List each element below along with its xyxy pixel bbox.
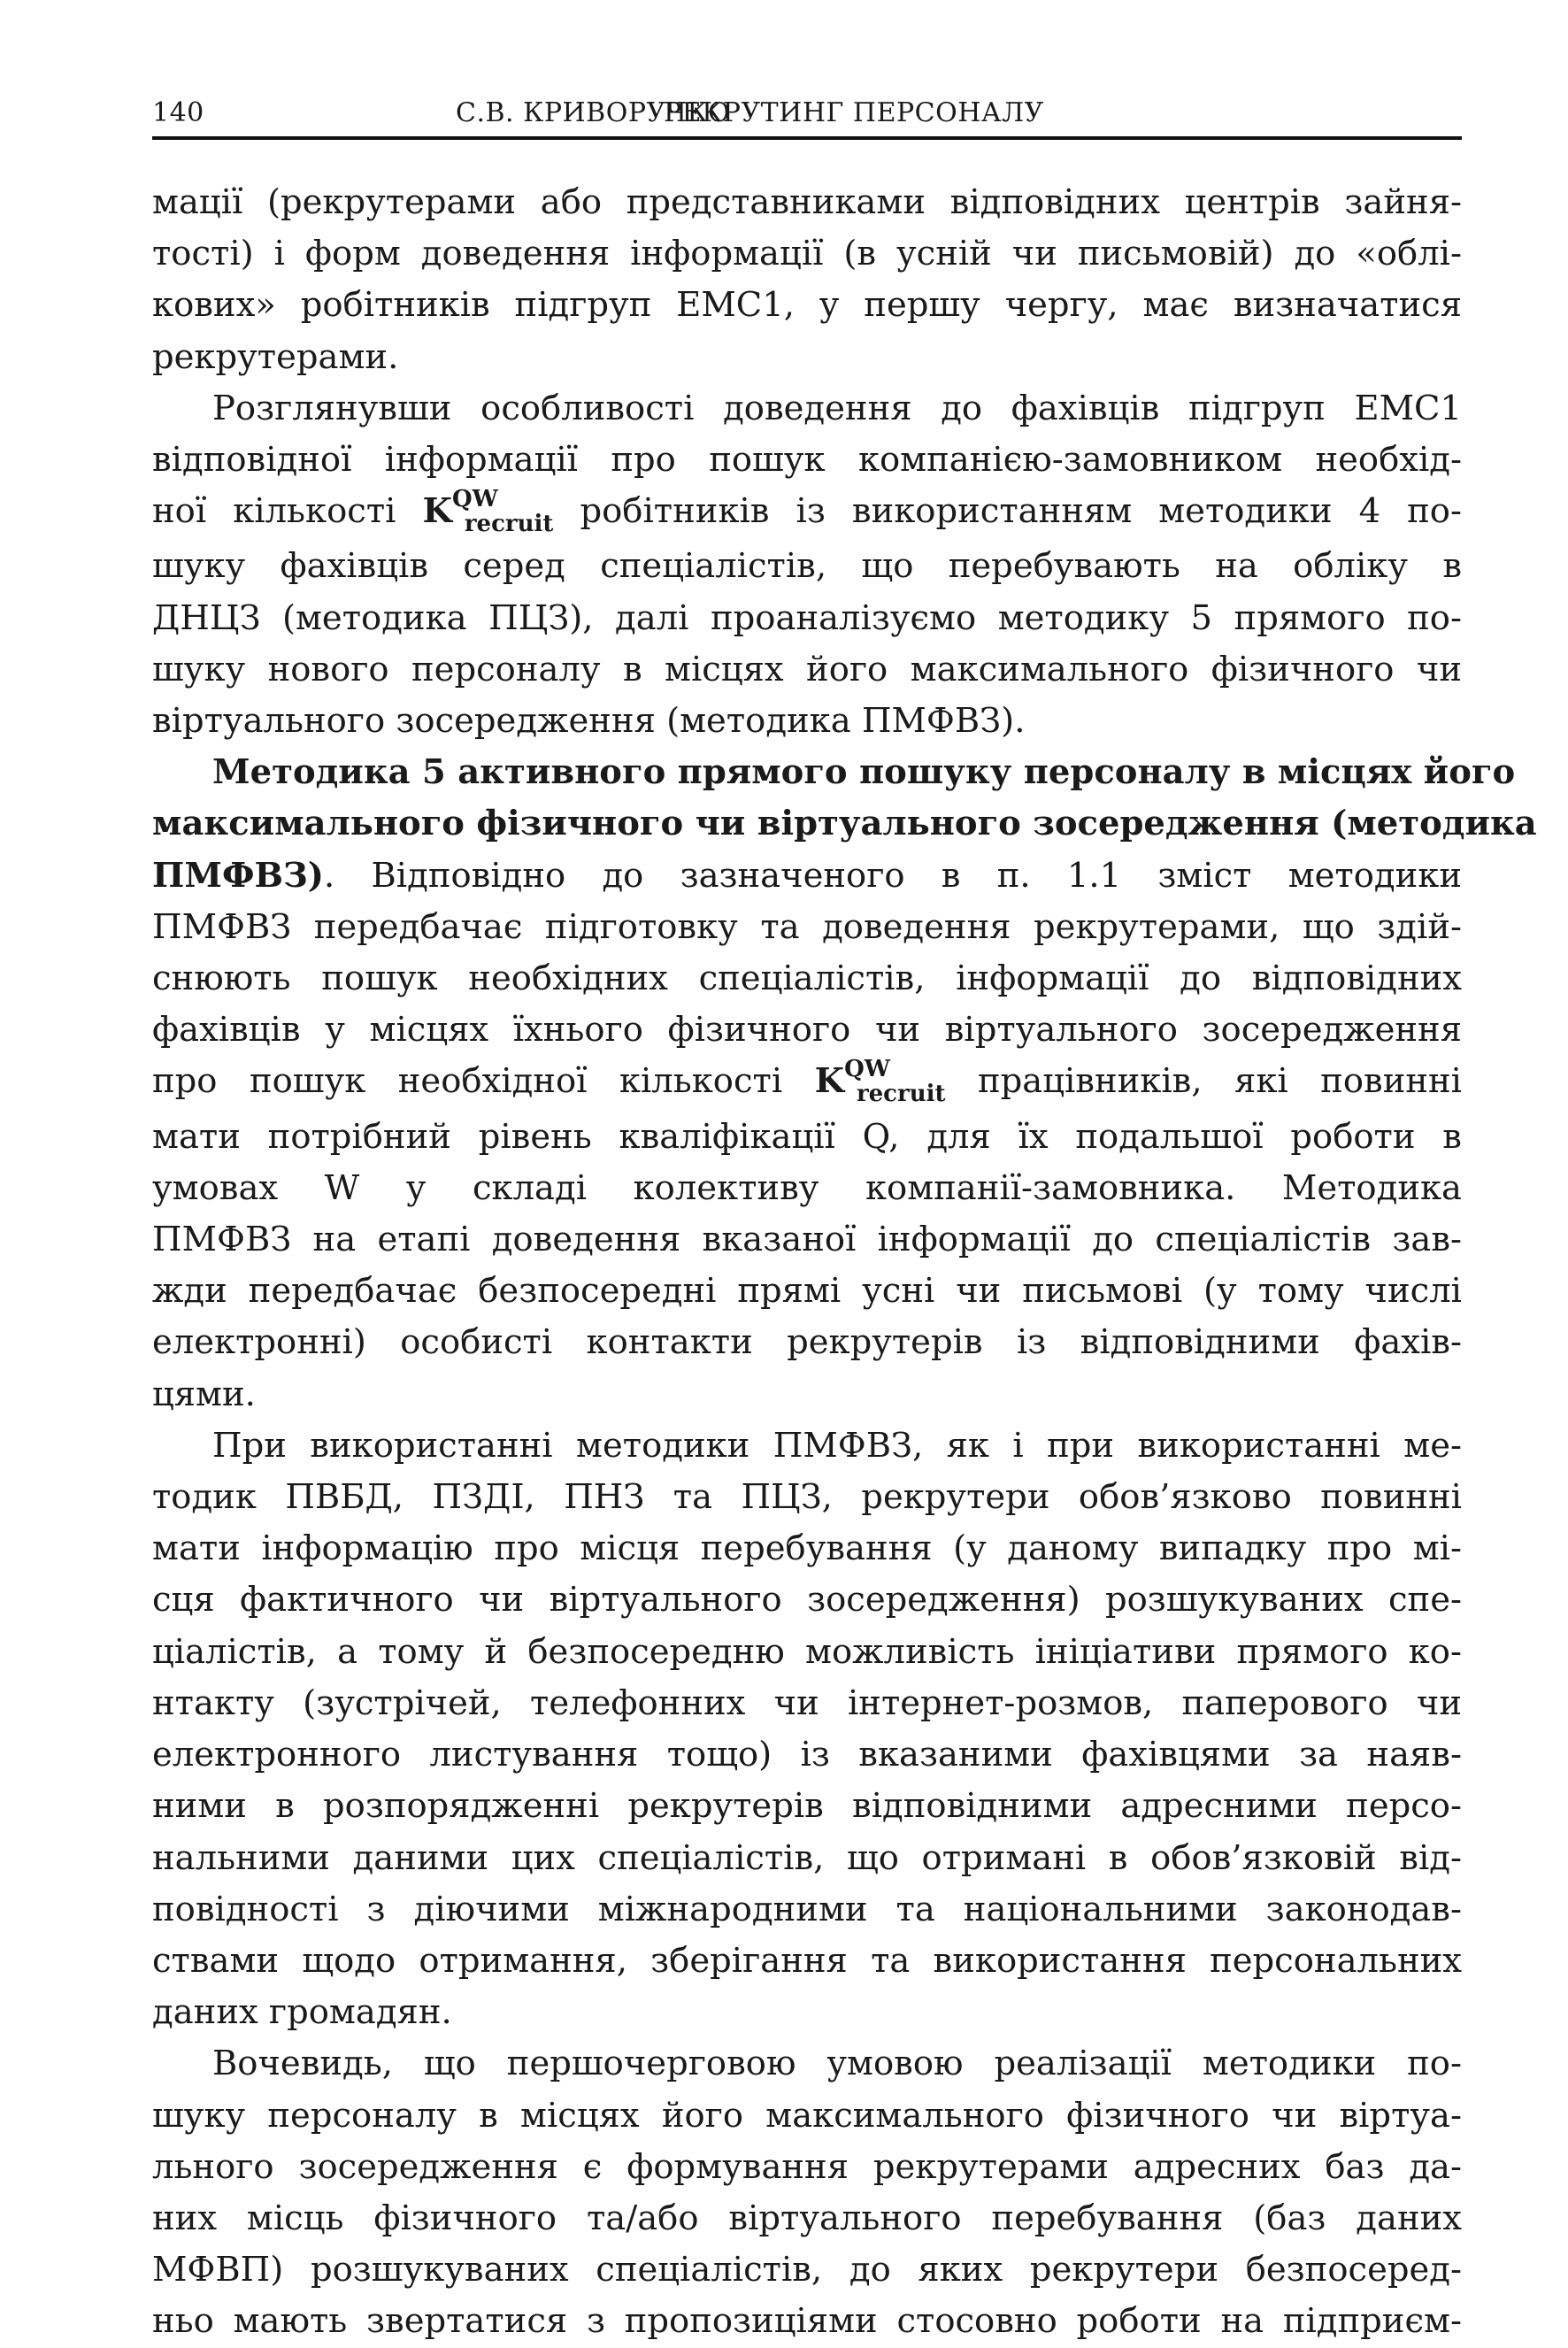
paragraph-3 — [152, 747, 1537, 1420]
text-line: шуку персоналу в місцях його максимального фізичного чи віртуа- — [152, 2095, 1462, 2136]
header-rule — [152, 136, 1462, 140]
text-line: відповідної інформації про пошук компанією-замовником необхід- — [152, 440, 1462, 481]
text-line: ПМФВЗ передбачає підготовку та доведення рекрутерами, що здій- — [152, 906, 1462, 947]
text-line: електронного листування тощо) із вказаними фахівцями за наяв- — [152, 1735, 1462, 1775]
k-recruit-formula — [422, 486, 554, 538]
paragraph-2 — [152, 383, 1462, 747]
text-fragment: ної кількості — [152, 491, 423, 532]
page-number: 140 — [152, 97, 204, 128]
text-line: віртуального зосередження (методика ПМФВЗ). — [152, 701, 1026, 742]
text-line: ними в розпорядженні рекрутерів відповідними адресними персо- — [152, 1786, 1462, 1827]
text-line: мації (рекрутерами або представниками відповідних центрів зайня- — [152, 182, 1462, 222]
formula-subscript: recruit — [464, 511, 554, 538]
running-header — [152, 92, 1462, 131]
text-line: нальними даними цих спеціалістів, що отримані в обов’язковій від- — [152, 1837, 1462, 1878]
text-line: МФВП) розшукуваних спеціалістів, до яких рекрутери безпосеред- — [152, 2250, 1462, 2290]
text-line: тодик ПВБД, ПЗДІ, ПНЗ та ПЦЗ, рекрутери обов’язково повинні — [152, 1477, 1462, 1518]
text-line: цями. — [152, 1374, 256, 1414]
text-line: рекрутерами. — [152, 336, 399, 377]
text-line: При використанні методики ПМФВЗ, як і при використанні ме- — [212, 1425, 1462, 1466]
formula-superscript: QW — [451, 486, 498, 513]
bold-heading-end: ПМФВЗ) — [152, 855, 325, 896]
bold-heading-line: Методика 5 активного прямого пошуку персоналу в місцях його — [212, 752, 1516, 793]
text-line: фахівців у місцях їхнього фізичного чи віртуального зосередження — [152, 1010, 1462, 1051]
bold-heading-line: максимального фізичного чи віртуального зосередження (методика — [152, 804, 1537, 844]
text-line: ПМФВЗ на етапі доведення вказаної інформації до спеціалістів зав- — [152, 1220, 1462, 1260]
text-line: них місць фізичного та/або віртуального перебування (баз даних — [152, 2198, 1462, 2238]
text-line: ствами щодо отримання, зберігання та використання персональних — [152, 1940, 1462, 1981]
text-fragment: . Відповідно до зазначеного в п. 1.1 зміст методики — [324, 855, 1462, 896]
text-line: Вочевидь, що першочерговою умовою реалізації методики по- — [212, 2044, 1462, 2084]
formula-symbol: K — [422, 491, 452, 532]
text-line: шуку нового персоналу в місцях його максимального фізичного чи — [152, 649, 1462, 689]
paragraph-4 — [152, 1420, 1462, 2038]
formula-symbol: K — [814, 1061, 845, 1102]
text-fragment: працівників, які повинні — [945, 1061, 1462, 1102]
text-line: даних громадян. — [152, 1992, 452, 2033]
text-line: жди передбачає безпосередні прямі усні чи письмові (у тому числі — [152, 1271, 1462, 1312]
text-line: снюють пошук необхідних спеціалістів, інформації до відповідних — [152, 958, 1462, 999]
body-text — [152, 177, 1537, 2348]
text-line: ньо мають звертатися з пропозиціями стосовно роботи на підприєм- — [152, 2301, 1462, 2342]
text-line: мати інформацію про місця перебування (у даному випадку про мі- — [152, 1528, 1462, 1569]
text-line: електронні) особисті контакти рекрутерів із відповідними фахів- — [152, 1322, 1462, 1363]
header-author: С.В. КРИВОРУЧКО — [456, 97, 731, 128]
header-book-title: РЕКРУТИНГ ПЕРСОНАЛУ — [664, 97, 1044, 128]
paragraph-5 — [152, 2038, 1462, 2347]
text-line: ДНЦЗ (методика ПЦЗ), далі проаналізуємо методику 5 прямого по- — [152, 597, 1462, 638]
text-line: тості) і форм доведення інформації (в усній чи письмовій) до «облі- — [152, 234, 1462, 274]
text-line: льного зосередження є формування рекрутерами адресних баз да- — [152, 2146, 1462, 2187]
text-line-with-formula — [152, 1056, 1462, 1111]
text-line: нтакту (зустрічей, телефонних чи інтернет-розмов, паперового чи — [152, 1682, 1462, 1723]
text-fragment: робітників із використанням методики 4 по- — [553, 491, 1462, 532]
text-line: шуку фахівців серед спеціалістів, що перебувають на обліку в — [152, 546, 1462, 587]
text-line: кових» робітників підгруп ЕМС1, у першу чергу, має визначатися — [152, 285, 1462, 326]
text-line: умовах W у складі колективу компанії-замовника. Методика — [152, 1167, 1462, 1208]
k-recruit-formula — [814, 1056, 946, 1108]
text-line: мати потрібний рівень кваліфікації Q, для їх подальшої роботи в — [152, 1116, 1462, 1157]
text-fragment: про пошук необхідної кількості — [152, 1061, 815, 1102]
text-line-mixed — [152, 851, 1462, 902]
text-line: повідності з діючими міжнародними та національними законодав- — [152, 1889, 1462, 1929]
text-line: сця фактичного чи віртуального зосередження) розшукуваних спе- — [152, 1580, 1462, 1621]
text-line: ціалістів, а тому й безпосередню можливість ініціативи прямого ко- — [152, 1631, 1462, 1672]
formula-subscript: recruit — [856, 1081, 946, 1108]
paragraph-1 — [152, 177, 1462, 383]
formula-superscript: QW — [844, 1056, 890, 1083]
text-line: Розглянувши особливості доведення до фахівців підгруп ЕМС1 — [212, 388, 1462, 428]
text-line-with-formula — [152, 486, 1462, 541]
